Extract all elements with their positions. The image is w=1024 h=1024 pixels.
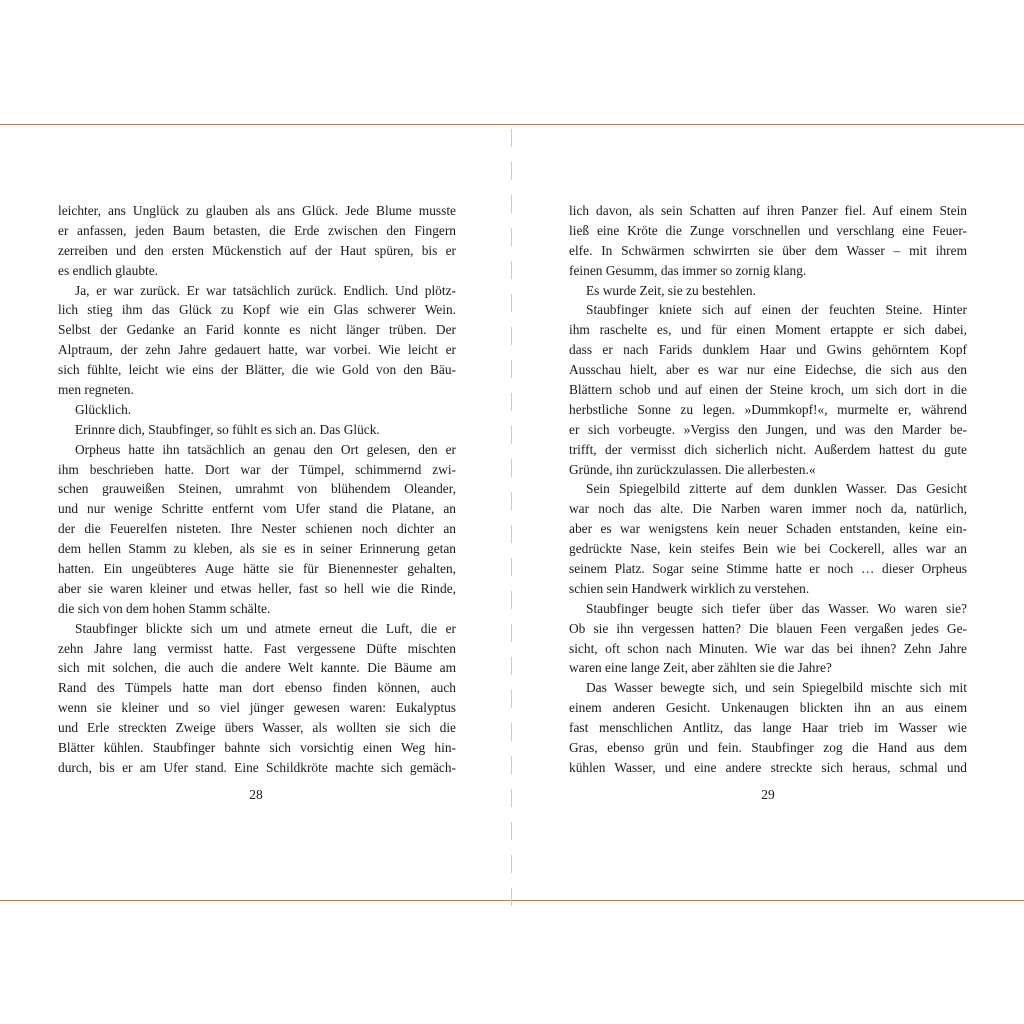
text-line: Staubfinger blickte sich um und atmete erneut die Luft, die er	[75, 620, 456, 636]
text-line: er sich vorbeugte. »Vergiss den Jungen, und was den Marder be-	[569, 421, 967, 437]
text-line: Erinnre dich, Staubfinger, so fühlt es sich an. Das Glück.	[75, 421, 380, 437]
text-line: leichter, ans Unglück zu glauben als ans Glück. Jede Blume musste	[58, 203, 456, 218]
text-line: Das Wasser bewegte sich, und sein Spiegelbild mischte sich mit	[586, 680, 967, 696]
text-line: seinem Platz. Sogar seine Stimme hatte er noch … dieser Orpheus	[569, 561, 967, 577]
text-line: Glücklich.	[75, 401, 132, 417]
text-line: Gründe, ihn zurückzulassen. Die allerbesten.«	[569, 461, 816, 477]
text-line: lich stieg ihm das Glück zu Kopf wie ein Glas schwerer Wein.	[58, 302, 456, 318]
left-page-text	[58, 201, 456, 778]
text-line: zehn Jahre lang vermisst hatte. Fast vergessene Düfte mischten	[58, 640, 456, 656]
text-line: ließ eine Kröte die Zunge vorschnellen und verschlang eine Feuer-	[569, 222, 967, 238]
text-line: sich fühlte, leicht wie eins der Blätter, die wie Gold von den Bäu-	[58, 362, 456, 378]
text-line: ihm raschelte es, und für einen Moment ertappte er sich dabei,	[569, 322, 967, 338]
text-line: Blättern schob und auf einen der Steine kroch, um sich dort in die	[569, 382, 967, 398]
text-line: war noch das alte. Die Narben waren immer noch da, natürlich,	[569, 501, 967, 517]
text-line: Selbst der Gedanke an Farid konnte es nicht länger trüben. Der	[58, 322, 456, 338]
right-page-text	[569, 201, 967, 778]
text-line: einem anderen Gesicht. Unkenaugen blickten ihn an aus einem	[569, 700, 967, 716]
text-line: elfe. In Schwärmen schwirrten sie über dem Wasser – mit ihrem	[569, 242, 967, 258]
text-line: Es wurde Zeit, sie zu bestehlen.	[586, 282, 756, 298]
text-line: waren eine lange Zeit, aber zählten sie die Jahre?	[569, 660, 832, 676]
right-page-number: 29	[761, 787, 775, 802]
text-line: und nur wenige Schritte entfernt vom Ufer stand die Platane, an	[58, 501, 456, 517]
text-line: Gras, ebenso grün und fein. Staubfinger zog die Hand aus dem	[569, 740, 967, 756]
text-line: gedrückte Nase, kein steifes Bein wie bei Cockerell, alles war an	[569, 541, 967, 557]
text-line: lich davon, als sein Schatten auf ihren Panzer fiel. Auf einem Stein	[569, 203, 967, 218]
text-line: die sich von dem hohen Stamm schälte.	[58, 600, 271, 616]
text-line: er anfassen, jeden Baum betasten, die Erde zwischen den Fingern	[58, 222, 456, 238]
text-line: aber sie waren kleiner und etwas heller, fast so hell wie die Rinde,	[58, 580, 456, 596]
text-line: Sein Spiegelbild zitterte auf dem dunklen Wasser. Das Gesicht	[586, 481, 967, 497]
text-line: ihm beschrieben hatte. Dort war der Tümpel, schimmernd zwi-	[58, 461, 456, 477]
text-line: aber es war wenigstens kein neuer Schaden entstanden, keine ein-	[569, 521, 967, 537]
text-line: der die Feuerelfen nisteten. Ihre Nester schienen noch dichter an	[58, 521, 456, 537]
text-line: zerreiben und den ersten Mückenstich auf der Haut spüren, bis er	[58, 242, 456, 258]
text-line: schien sein Handwerk wirklich zu verstehen.	[569, 580, 810, 596]
text-line: sicht, oft schon nach Minuten. Wie war das bei ihnen? Zehn Jahre	[569, 640, 967, 656]
left-page	[0, 125, 512, 900]
text-line: durch, bis er am Ufer stand. Eine Schildkröte machte sich gemäch-	[58, 759, 456, 775]
text-line: dass er nach Farids dunklem Haar und Gwins gehörntem Kopf	[569, 342, 967, 358]
text-line: feinen Gesumm, das immer so zornig klang.	[569, 262, 807, 278]
text-line: men regneten.	[58, 382, 134, 398]
text-line: trifft, der vermisst dich sicherlich nicht. Außerdem hattest du gute	[569, 441, 967, 457]
text-line: Rand des Tümpels hatte man dort ebenso finden können, auch	[58, 680, 456, 696]
text-line: Ja, er war zurück. Er war tatsächlich zurück. Endlich. Und plötz-	[75, 282, 456, 298]
text-line: dem hellen Stamm zu kleben, als sie es in seiner Erinnerung getan	[58, 541, 456, 557]
text-line: wenn sie kleiner und so viel jünger gewesen waren: Eukalyptus	[58, 700, 456, 716]
text-line: hatten. Ein ungeübteres Auge hätte sie für Bienennester gehalten,	[58, 561, 456, 577]
text-line: Alptraum, der zehn Jahre gedauert hatte, war vorbei. Wie leicht er	[58, 342, 456, 358]
text-line: Orpheus hatte ihn tatsächlich an genau den Ort gelesen, den er	[75, 441, 456, 457]
text-line: Ausschau hielt, aber es war nur eine Eidechse, die sich aus den	[569, 362, 967, 378]
text-line: schen grauweißen Steinen, umrahmt von blühendem Oleander,	[58, 481, 456, 497]
text-line: Blätter kühlen. Staubfinger bahnte sich vorsichtig einen Weg hin-	[58, 740, 456, 756]
book-spread	[0, 124, 1024, 901]
text-line: kühlen Wasser, und eine andere streckte sich heraus, schmal und	[569, 759, 967, 775]
text-line: Staubfinger kniete sich auf einen der feuchten Steine. Hinter	[586, 302, 967, 318]
text-line: Staubfinger beugte sich tiefer über das Wasser. Wo waren sie?	[586, 600, 967, 616]
text-line: fast menschlichen Antlitz, das lange Haar trieb im Wasser wie	[569, 720, 967, 736]
text-line: herbstliche Sonne zu legen. »Dummkopf!«, murmelte er, während	[569, 401, 967, 417]
left-page-number: 28	[249, 787, 263, 802]
text-line: sich mit solchen, die auch die andere Welt kannte. Die Bäume am	[58, 660, 456, 676]
text-line: Ob sie ihn vergessen hatten? Die blauen Feen vergaßen jedes Ge-	[569, 620, 967, 636]
text-line: es endlich glaubte.	[58, 262, 159, 278]
right-page	[512, 125, 1024, 900]
text-line: und Erle streckten Zweige übers Wasser, als wollten sie sich die	[58, 720, 456, 736]
